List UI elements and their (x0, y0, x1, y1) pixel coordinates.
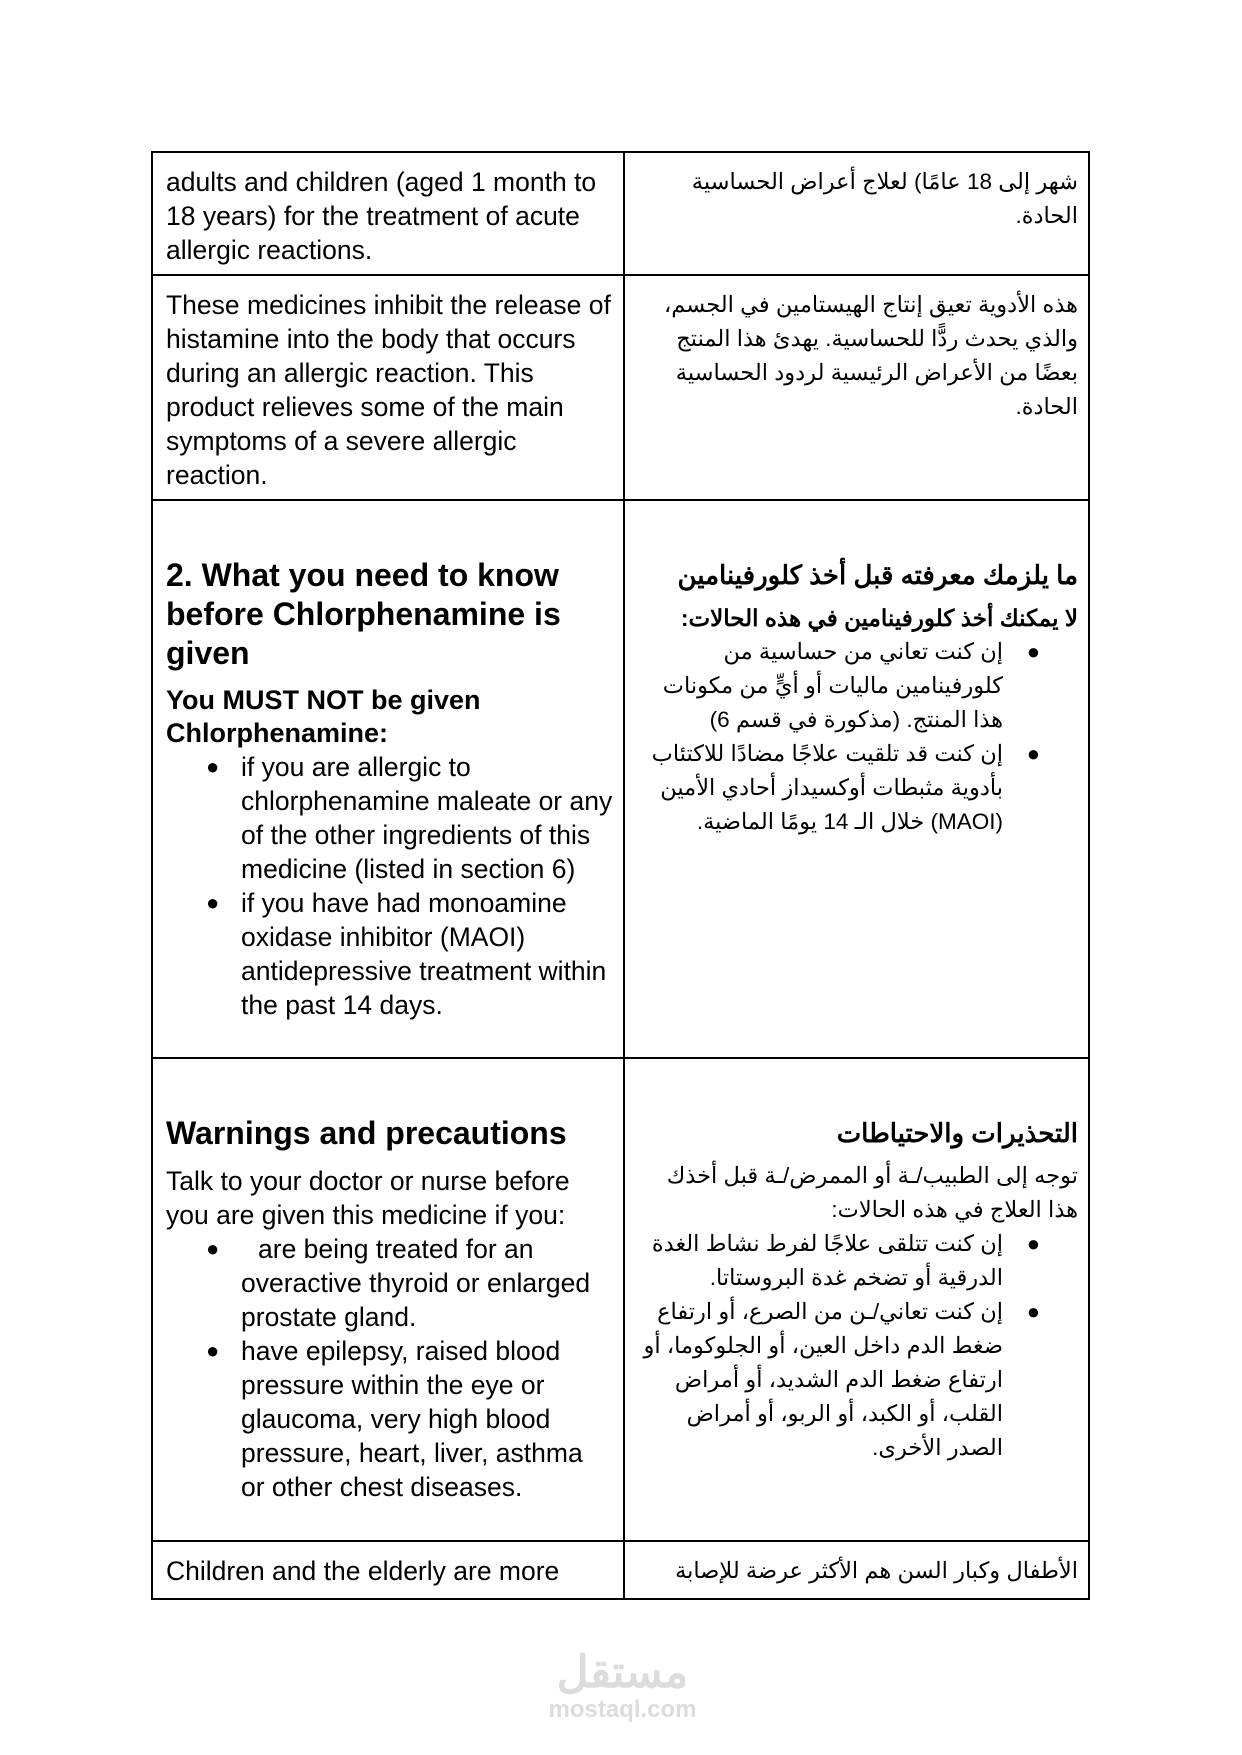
bullet-icon: ● (206, 1236, 220, 1261)
warnings-intro-ar: توجه إلى الطبيب/ـة أو الممرض/ـة قبل أخذك هذا العلاج في هذه الحالات: (666, 1163, 1078, 1222)
risk-groups-text-en: Children and the elderly are more (166, 1556, 560, 1586)
warnings-list-en (166, 1232, 613, 1504)
mostaql-watermark (540, 1650, 705, 1724)
watermark-domain: mostaql.com (548, 1696, 697, 1723)
bullet-icon: ● (1026, 639, 1040, 664)
list-item (635, 1227, 1078, 1295)
bullet-icon: ● (1026, 1231, 1040, 1256)
bullet-icon: ● (1026, 741, 1040, 766)
mechanism-text-ar: هذه الأدوية تعيق إنتاج الهيستامين في الجسم، والذي يحدث ردًّا للحساسية. يهدئ هذا المنتج بعضًا من الأعراض الرئيسية لردود الحساسية الحادة. (663, 292, 1078, 419)
english-cell (152, 1058, 624, 1541)
table-row (152, 152, 1089, 275)
bullet-icon: ● (206, 754, 220, 779)
english-cell (152, 152, 624, 275)
list-item-text: if you are allergic to chlorphenamine maleate or any of the other ingredients of this medicine (listed in section 6) (241, 752, 613, 884)
arabic-cell (624, 152, 1089, 275)
english-cell (152, 500, 624, 1058)
warnings-intro-en: Talk to your doctor or nurse before you are given this medicine if you: (166, 1166, 570, 1230)
list-item (635, 635, 1078, 737)
table-row (152, 1541, 1089, 1599)
list-item-text: have epilepsy, raised blood pressure within the eye or glaucoma, very high blood pressure, heart, liver, asthma or other chest diseases. (241, 1336, 583, 1502)
watermark-arabic-logo: مستقل (556, 1648, 689, 1697)
mechanism-text-en: These medicines inhibit the release of histamine into the body that occurs during an allergic reaction. This product relieves some of the main symptoms of a severe allergic reaction. (166, 290, 611, 490)
contraindications-subheading-en: You MUST NOT be given Chlorphenamine: (166, 685, 481, 748)
english-cell (152, 1541, 624, 1599)
bullet-icon: ● (206, 890, 220, 915)
list-item-text: إن كنت تعاني من حساسية من كلورفينامين ماليات أو أيٍّ من مكونات هذا المنتج. (مذكورة في قسم 6) (662, 639, 1003, 732)
bullet-icon: ● (1026, 1299, 1040, 1324)
bilingual-leaflet-table (151, 151, 1090, 1600)
bullet-icon: ● (206, 1338, 220, 1363)
warnings-heading-ar: التحذيرات والاحتياطات (836, 1118, 1078, 1148)
arabic-cell (624, 275, 1089, 500)
arabic-cell (624, 1058, 1089, 1541)
indication-text-en: adults and children (aged 1 month to 18 years) for the treatment of acute allergic reactions. (166, 167, 597, 265)
table-row (152, 500, 1089, 1058)
list-item-text: إن كنت قد تلقيت علاجًا مضادًا للاكتئاب بأدوية مثبطات أوكسيداز أحادي الأمين (MAOI) خلال الـ 14 يومًا الماضية. (651, 741, 1003, 834)
arabic-cell (624, 500, 1089, 1058)
list-item-text: إن كنت تعاني/ـن من الصرع، أو ارتفاع ضغط الدم داخل العين، أو الجلوكوما، أو ارتفاع ضغط الدم الشديد، أو أمراض القلب، أو الكبد، أو الربو، أو أمراض الصدر الأخرى. (643, 1299, 1003, 1460)
list-item-text: if you have had monoamine oxidase inhibitor (MAOI) antidepressive treatment within the past 14 days. (241, 888, 607, 1020)
section-heading-en: 2. What you need to know before Chlorphenamine is given (166, 557, 561, 671)
warnings-heading-en: Warnings and precautions (166, 1115, 567, 1151)
contraindications-list-ar (635, 635, 1078, 839)
contraindications-list-en (166, 750, 613, 1022)
list-item (166, 886, 613, 1022)
risk-groups-text-ar: الأطفال وكبار السن هم الأكثر عرضة للإصابة (675, 1558, 1078, 1583)
list-item-text: are being treated for an overactive thyroid or enlarged prostate gland. (241, 1234, 591, 1332)
arabic-cell (624, 1541, 1089, 1599)
list-item-text: إن كنت تتلقى علاجًا لفرط نشاط الغدة الدرقية أو تضخم غدة البروستاتا. (651, 1231, 1003, 1290)
list-item (166, 1232, 613, 1334)
section-heading-ar: ما يلزمك معرفته قبل أخذ كلورفينامين (677, 560, 1078, 590)
indication-text-ar: شهر إلى 18 عامًا) لعلاج أعراض الحساسية الحادة. (691, 169, 1078, 228)
list-item (635, 737, 1078, 839)
contraindications-subheading-ar: لا يمكنك أخذ كلورفينامين في هذه الحالات: (680, 605, 1078, 631)
table-row (152, 275, 1089, 500)
list-item (166, 1334, 613, 1504)
list-item (635, 1295, 1078, 1465)
list-item (166, 750, 613, 886)
warnings-list-ar (635, 1227, 1078, 1465)
english-cell (152, 275, 624, 500)
table-row (152, 1058, 1089, 1541)
